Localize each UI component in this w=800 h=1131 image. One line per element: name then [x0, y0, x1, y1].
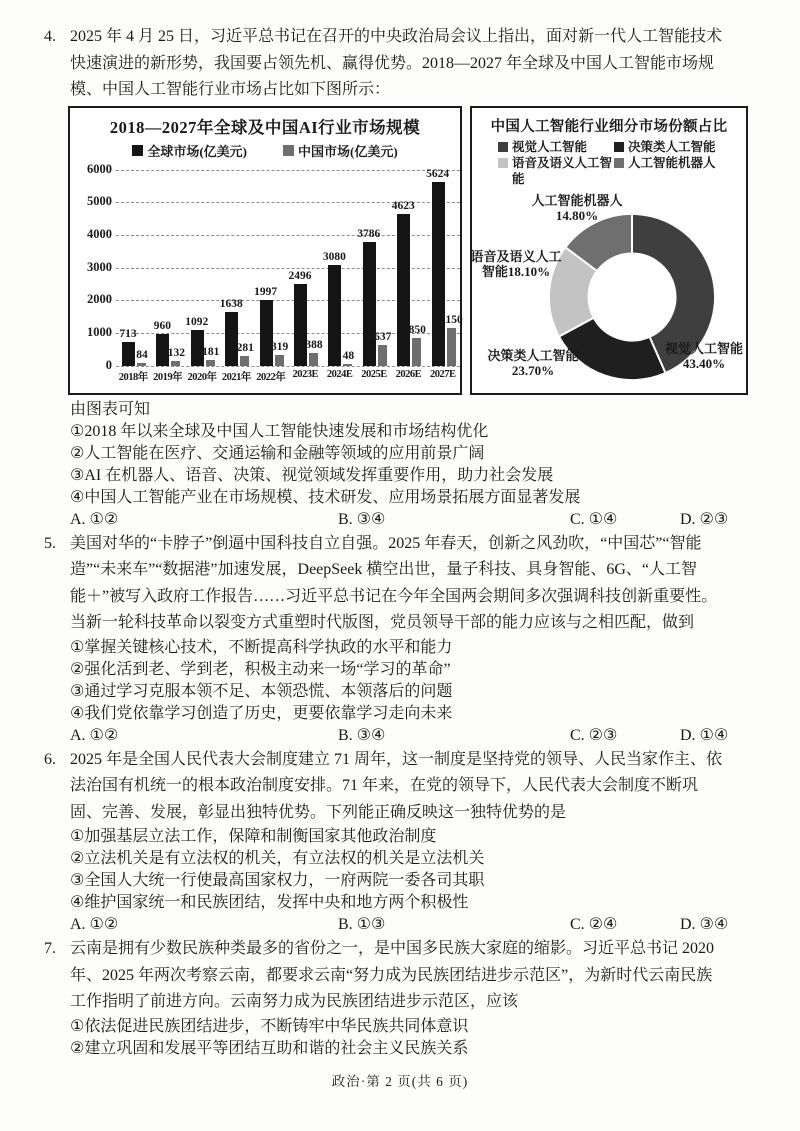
x-tick-label: 2019年	[153, 371, 183, 383]
option-a: A. ①②	[70, 510, 119, 528]
bar-value-global: 1638	[219, 298, 243, 310]
bar-chart	[68, 106, 462, 395]
bar-value-global: 1997	[254, 286, 278, 299]
bar-value-global: 2496	[288, 269, 312, 282]
stem-line: 造”“未来车”“数据港”加速发展，DeepSeek 横空出世，量子科技、具身智能、6G、“人工智	[70, 561, 698, 578]
stem-line: 2025 年是全国人民代表大会制度建立 71 周年，这一制度是坚持党的领导、人民当家作主、依	[70, 750, 723, 768]
stem-line: 快速演进的新形势，我国要占领先机、赢得优势。2018—2027 年全球及中国人工智能市场规	[70, 54, 715, 72]
pie-chart	[470, 106, 748, 395]
question-7	[0, 936, 800, 1060]
y-tick-label: 4000	[87, 226, 112, 241]
x-tick-label: 2021年	[221, 371, 251, 383]
choice-item: ④中国人工智能产业在市场规模、技术研发、应用场景拓展方面显著发展	[70, 488, 581, 506]
bar-group	[185, 170, 219, 366]
legend-label-decision: 决策类人工智能	[628, 139, 716, 154]
x-tick-label: 2027E	[430, 368, 456, 380]
x-tick-label: 2026E	[395, 368, 422, 380]
bar-value-global: 3080	[322, 250, 346, 263]
stem-line: 美国对华的“卡脖子”倒逼中国科技自立自强。2025 年春天，创新之风劲吹，“中国芯”“智能	[70, 534, 702, 552]
bar-value-china: 637	[374, 330, 392, 343]
question-stem	[70, 531, 770, 637]
choice-item: ②建立巩固和发展平等团结互助和谐的社会主义民族关系	[70, 1039, 469, 1057]
y-tick-label: 6000	[87, 161, 112, 176]
choice-item: ②人工智能在医疗、交通运输和金融等领域的应用前景广阔	[70, 444, 485, 462]
x-tick-label: 2022年	[256, 371, 286, 383]
legend-swatch-global	[132, 145, 143, 156]
legend-swatch-vision	[498, 142, 508, 152]
callout-decision-pct: 23.70%	[511, 363, 555, 378]
choice-item: ③全国人大统一行使最高国家权力，一府两院一委各司其职	[70, 872, 485, 889]
legend-swatch-china	[283, 145, 294, 156]
bar-group	[116, 170, 150, 366]
x-tick-label: 2025E	[361, 368, 387, 380]
callout-robot-pct: 14.80%	[555, 208, 599, 223]
stem-line: 能＋”被写入政府工作报告……习近平总书记在今年全国两会期间多次强调科技创新重要性。	[70, 587, 718, 605]
stem-line: 固、完善、发展，彰显出独特优势。下列能正确反映这一独特优势的是	[70, 803, 567, 821]
option-c: C. ①④	[570, 510, 618, 528]
legend-label-vision: 视觉人工智能	[512, 139, 588, 154]
bar-china	[206, 360, 215, 366]
legend-item-global	[132, 141, 247, 160]
question-number: 4.	[44, 28, 56, 45]
callout-decision-name: 决策类人工智能	[487, 347, 579, 363]
bar-china	[275, 355, 284, 365]
legend-swatch-speech	[498, 158, 508, 168]
stem-line: 模、中国人工智能行业市场占比如下图所示：	[70, 81, 391, 98]
option-d: D. ②③	[680, 510, 729, 528]
legend-label-china: 中国市场(亿美元)	[298, 143, 398, 159]
option-d: D. ①④	[680, 726, 729, 744]
choice-item: ④维护国家统一和民族团结，发挥中央和地方两个积极性	[70, 894, 469, 911]
callout-vision	[655, 341, 753, 372]
legend-label-robot: 人工智能机器人	[628, 155, 716, 170]
pie-chart-legend	[498, 139, 746, 187]
bar-group	[219, 170, 253, 366]
bar-china	[137, 363, 146, 366]
grid-line	[116, 366, 460, 367]
choice-item: ①2018 年以来全球及中国人工智能快速发展和市场结构优化	[70, 422, 489, 440]
bar-china	[447, 328, 456, 366]
choice-item: ①掌握关键核心技术，不断提高科学执政的水平和能力	[70, 638, 453, 656]
callout-vision-name: 视觉人工智能	[664, 340, 743, 356]
bar-china	[412, 338, 421, 366]
stem-line: 工作指明了前进方向。云南努力成为民族团结进步示范区，应该	[70, 993, 519, 1010]
callout-speech-name: 语音及语义人工	[470, 248, 562, 264]
bar-group	[288, 170, 322, 366]
bar-global	[363, 242, 376, 366]
bar-value-china: 319	[270, 341, 289, 354]
option-c: C. ②④	[570, 916, 618, 933]
choice-item: ①加强基层立法工作，保障和制衡国家其他政治制度	[70, 828, 437, 845]
choice-item: ③AI 在机器人、语音、决策、视觉领域发挥重要作用，助力社会发展	[70, 466, 554, 484]
stem-line: 2025 年 4 月 25 日，习近平总书记在召开的中央政治局会议上指出，面对新一代人工智能技术	[70, 28, 723, 45]
bar-global	[397, 214, 410, 365]
callout-speech-pct: 智能18.10%	[481, 264, 551, 279]
callout-decision	[474, 348, 592, 379]
x-tick-label: 2024E	[326, 368, 353, 380]
bar-value-china: 84	[136, 348, 148, 361]
bar-global	[294, 284, 307, 366]
question-number: 5.	[44, 534, 56, 552]
page-footer: 政治·第 2 页(共 6 页)	[331, 1074, 469, 1089]
x-tick-label: 2020年	[187, 371, 217, 383]
stem-line: 当新一轮科技革命以裂变方式重塑时代版图，党员领导干部的能力应该与之相匹配，做到	[70, 614, 695, 631]
options-row	[70, 725, 770, 747]
x-tick-label: 2023E	[292, 368, 318, 380]
question-5	[0, 531, 800, 747]
bar-chart-plot	[87, 161, 463, 383]
bar-value-china: 132	[167, 347, 186, 360]
legend-item-speech	[498, 155, 614, 187]
bar-value-global: 1092	[185, 315, 209, 328]
choice-item: ④我们党依靠学习创造了历史，更要依靠学习走向未来	[70, 704, 453, 722]
option-b: B. ③④	[338, 510, 386, 528]
y-tick-label: 0	[105, 357, 112, 372]
options-row	[70, 914, 770, 936]
question-stem	[70, 936, 770, 1016]
question-lead: 由图表可知	[70, 400, 151, 418]
option-b: B. ①③	[338, 916, 386, 933]
bar-global	[225, 312, 238, 366]
bar-value-china: 1150	[440, 313, 463, 326]
bar-china	[309, 353, 318, 366]
bar-china	[240, 356, 249, 365]
bar-value-china: 281	[236, 342, 254, 355]
legend-item-robot	[614, 155, 746, 187]
stem-line: 云南是拥有少数民族种类最多的省份之一，是中国多民族大家庭的缩影。习近平总书记 2020	[70, 940, 715, 957]
choice-item: ①依法促进民族团结进步，不断铸牢中华民族共同体意识	[70, 1017, 469, 1035]
x-tick-label: 2018年	[118, 371, 148, 383]
legend-swatch-decision	[614, 142, 624, 152]
callout-speech	[470, 249, 562, 280]
y-tick-label: 2000	[87, 292, 112, 307]
legend-item-china	[283, 141, 398, 160]
bar-china	[343, 364, 352, 366]
stem-line: 年、2025 年两次考察云南，都要求云南“努力成为民族团结进步示范区”，为新时代云南民族	[70, 966, 713, 984]
bar-china	[378, 345, 387, 366]
question-4	[0, 24, 800, 531]
bar-value-global: 4623	[391, 200, 415, 213]
bar-group	[150, 170, 184, 366]
option-a: A. ①②	[70, 916, 119, 933]
choice-item: ②立法机关是有立法权的机关，有立法权的机关是立法机关	[70, 850, 485, 867]
y-tick-label: 5000	[87, 194, 112, 209]
option-d: D. ③④	[680, 916, 729, 933]
bar-global	[260, 300, 273, 365]
question-stem	[70, 24, 770, 104]
bar-group	[391, 170, 425, 366]
legend-item-vision	[498, 139, 614, 155]
bar-chart-legend	[70, 141, 460, 160]
bar-value-china: 388	[305, 338, 323, 351]
bar-group	[254, 170, 288, 366]
bar-value-china: 181	[202, 345, 220, 358]
bar-group	[357, 170, 391, 366]
charts-figure	[68, 106, 770, 395]
callout-robot	[510, 193, 644, 224]
callout-robot-name: 人工智能机器人	[531, 192, 623, 208]
legend-label-speech: 语音及语义人工智能	[512, 155, 613, 186]
bar-value-global: 3786	[357, 227, 381, 240]
bar-global	[432, 182, 445, 366]
bar-value-global: 960	[153, 320, 172, 333]
bar-china	[171, 361, 180, 365]
stem-line: 法治国有机统一的根本政治制度安排。71 年来，在党的领导下，人民代表大会制度不断巩	[70, 777, 699, 794]
choice-item: ③通过学习克服本领不足、本领恐慌、本领落后的问题	[70, 682, 453, 700]
pie-chart-title: 中国人工智能行业细分市场份额占比	[490, 118, 728, 135]
bar-value-global: 5624	[426, 167, 450, 180]
bar-value-china: 48	[342, 349, 355, 362]
y-tick-label: 1000	[87, 324, 112, 339]
legend-swatch-robot	[614, 158, 624, 168]
legend-label-global: 全球市场(亿美元)	[147, 143, 247, 159]
question-stem	[70, 747, 770, 827]
option-c: C. ②③	[570, 726, 618, 744]
option-b: B. ③④	[338, 726, 386, 744]
bar-value-china: 850	[408, 323, 426, 336]
callout-vision-pct: 43.40%	[682, 356, 726, 371]
choice-item: ②强化活到老、学到老，积极主动来一场“学习的革命”	[70, 660, 451, 678]
question-6	[0, 747, 800, 937]
bar-chart-title: 2018—2027年全球及中国AI行业市场规模	[109, 117, 421, 137]
bar-value-global: 713	[119, 328, 137, 341]
question-number: 7.	[44, 940, 56, 957]
bar-group	[426, 167, 463, 366]
bar-group	[322, 170, 356, 366]
options-row	[70, 509, 770, 531]
y-tick-label: 3000	[87, 259, 112, 274]
option-a: A. ①②	[70, 726, 119, 744]
legend-item-decision	[614, 139, 746, 155]
question-number: 6.	[44, 750, 56, 768]
